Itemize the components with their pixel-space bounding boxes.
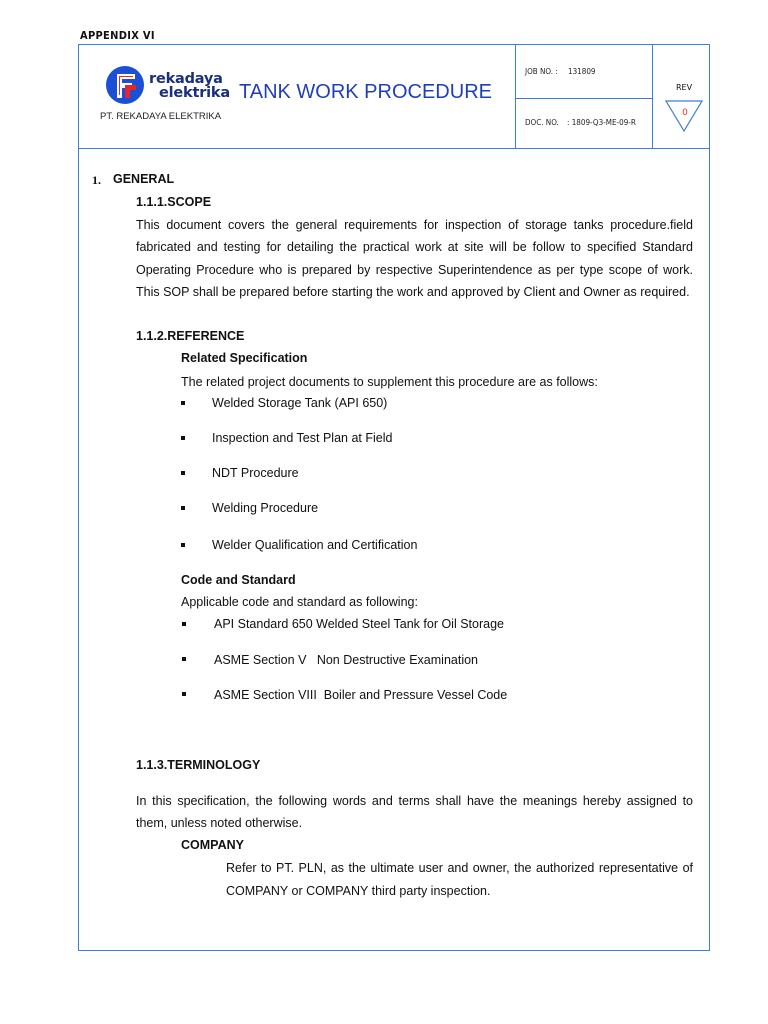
code-standard-heading: Code and Standard [181,573,296,587]
terminology-heading: 1.1.3.TERMINOLOGY [136,758,261,772]
list-item: Welding Procedure [212,501,319,515]
list-item: ASME Section VIII Boiler and Pressure Vessel Code [214,688,508,702]
scope-heading: 1.1.1.SCOPE [136,195,212,209]
list-item: Inspection and Test Plan at Field [212,431,393,445]
list-item: API Standard 650 Welded Steel Tank for Oil Storage [214,617,504,631]
divider [516,98,652,99]
scope-line: fabricated and testing for detailing the practical work at site will be follow to specified Standard [136,240,693,254]
terminology-intro-line: them, unless noted otherwise. [136,816,303,830]
scope-line: This SOP shall be prepared before starting the work and approved by Client and Owner as required. [136,285,690,299]
section-title: GENERAL [113,172,175,186]
list-item: Welder Qualification and Certification [212,538,418,552]
term-company: COMPANY [181,838,244,852]
divider [515,45,516,148]
related-spec-intro: The related project documents to supplement this procedure are as follows: [181,375,598,389]
rev-number: 0 [682,108,688,118]
list-item: Welded Storage Tank (API 650) [212,396,388,410]
job-no-label: JOB NO. : [525,67,558,76]
related-spec-heading: Related Specification [181,351,308,365]
list-item: NDT Procedure [212,466,299,480]
job-no-value: 131809 [568,67,596,76]
company-logo [105,65,230,112]
document-frame [78,44,710,951]
terminology-intro-line: In this specification, the following words and terms shall have the meanings hereby assigned to [136,794,693,808]
company-name: PT. REKADAYA ELEKTRIKA [100,111,222,122]
title-block [79,45,709,149]
logo-mark-icon [105,65,147,107]
document-title: TANK WORK PROCEDURE [239,81,492,103]
logo-text-rekadaya: rekadaya [149,71,223,87]
scope-line: This document covers the general requirements for inspection of storage tanks procedure.field [136,218,693,232]
rev-label: REV [676,83,693,92]
term-definition-line: COMPANY or COMPANY third party inspection. [226,884,491,898]
reference-heading: 1.1.2.REFERENCE [136,329,245,343]
appendix-label: APPENDIX VI [80,29,155,42]
term-definition-line: Refer to PT. PLN, as the ultimate user and owner, the authorized representative of [226,861,693,875]
doc-no-value: : 1809-Q3-ME-09-R [567,118,636,127]
code-standard-intro: Applicable code and standard as following: [181,595,418,609]
doc-no-label: DOC. NO. [525,118,559,127]
list-item: ASME Section V Non Destructive Examination [214,653,479,667]
scope-line: Operating Procedure who is prepared by respective Superintendence as per type scope of work. [136,263,693,277]
divider [652,45,653,148]
logo-text-elektrika: elektrika [159,85,230,101]
section-number: 1. [92,173,101,187]
